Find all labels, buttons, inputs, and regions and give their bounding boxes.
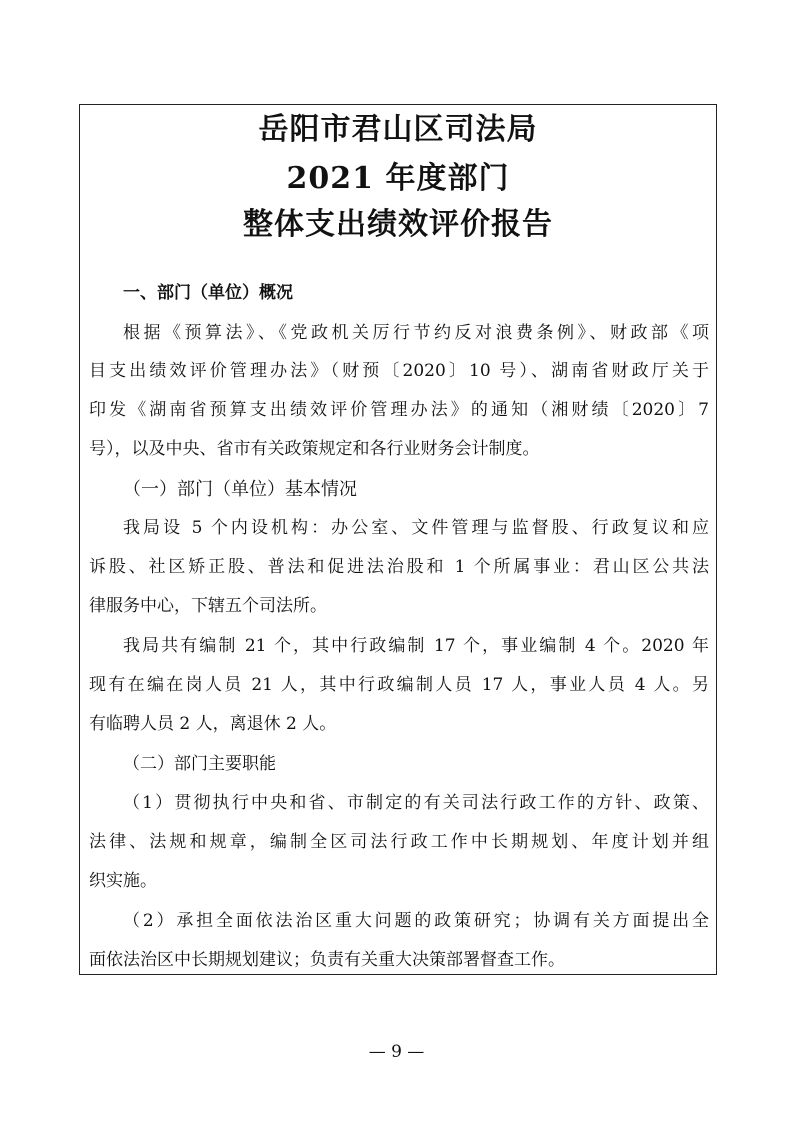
institutions-line: 律服务中心，下辖五个司法所。 <box>89 596 327 616</box>
duty-line: 法律、法规和规章，编制全区司法行政工作中长期规划、年度计划并组 <box>89 832 709 852</box>
section-heading-overview: 一、部门（单位）概况 <box>123 283 293 303</box>
subsection-heading-basic-info: （一）部门（单位）基本情况 <box>123 479 357 500</box>
institutions-line: 我局设 5 个内设机构：办公室、文件管理与监督股、行政复议和应 <box>123 518 709 538</box>
duty-line: （2）承担全面依法治区重大问题的政策研究；协调有关方面提出全 <box>123 911 709 931</box>
report-title-line-2: 2021 年度部门 <box>286 161 510 196</box>
staffing-line: 有临聘人员 2 人，离退休 2 人。 <box>89 714 337 734</box>
intro-line: 根据《预算法》、《党政机关厉行节约反对浪费条例》、财政部《项 <box>123 323 709 343</box>
subsection-heading-duties: （二）部门主要职能 <box>123 754 276 774</box>
institutions-line: 诉股、社区矫正股、普法和促进法治股和 1 个所属事业：君山区公共法 <box>89 557 709 577</box>
report-title-line-3: 整体支出绩效评价报告 <box>243 207 553 242</box>
staffing-line: 现有在编在岗人员 21 人，其中行政编制人员 17 人，事业人员 4 人。另 <box>89 675 709 695</box>
duty-line: 面依法治区中长期规划建议；负责有关重大决策部署督查工作。 <box>89 950 565 970</box>
duty-line: （1）贯彻执行中央和省、市制定的有关司法行政工作的方针、政策、 <box>123 793 709 813</box>
duty-line: 织实施。 <box>89 871 157 891</box>
intro-line: 号），以及中央、省市有关政策规定和各行业财务会计制度。 <box>89 439 540 459</box>
page-number: — 9 — <box>368 1042 425 1062</box>
intro-line: 目支出绩效评价管理办法》（财预〔2020〕10 号）、湖南省财政厅关于 <box>89 361 709 381</box>
report-title-line-1: 岳阳市君山区司法局 <box>258 112 538 147</box>
intro-line: 印发《湖南省预算支出绩效评价管理办法》的通知（湘财绩〔2020〕7 <box>89 400 709 420</box>
staffing-line: 我局共有编制 21 个，其中行政编制 17 个，事业编制 4 个。2020 年 <box>123 636 709 656</box>
